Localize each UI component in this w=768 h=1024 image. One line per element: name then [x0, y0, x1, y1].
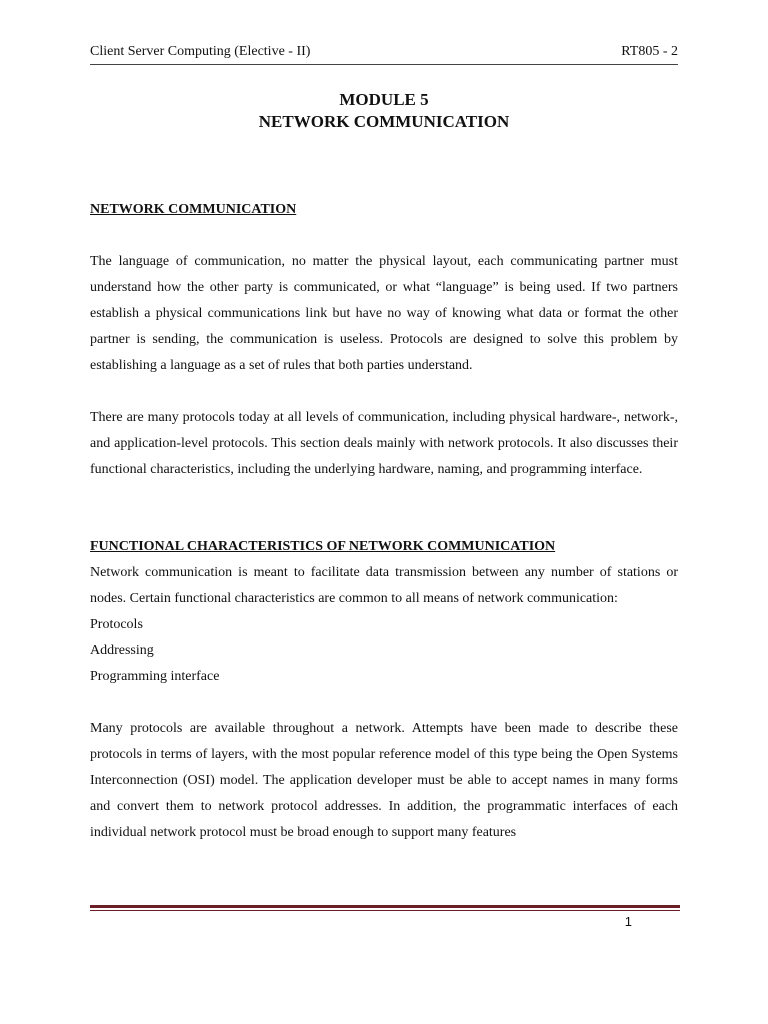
section-functional-characteristics: [90, 534, 678, 846]
running-header: [90, 44, 678, 65]
list-item: Addressing: [90, 643, 154, 658]
section-heading: FUNCTIONAL CHARACTERISTICS OF NETWORK COMMUNICATION: [90, 539, 556, 554]
list-item: Protocols: [90, 617, 143, 632]
section-network-communication: [90, 197, 678, 483]
paragraph: The language of communication, no matter the physical layout, each communicating partner must understand how the other party is communicated, or what “language” is being used. If two partners establish a physical communications link but have no way of knowing what data or format the other partner is sending, the communication is useless. Protocols are designed to solve this problem by establishing a language as a set of rules that both parties understand.: [90, 254, 678, 373]
header-course-title: Client Server Computing (Elective - II): [90, 44, 311, 59]
module-name: NETWORK COMMUNICATION: [258, 112, 510, 131]
module-number: MODULE 5: [339, 90, 429, 109]
header-course-code: RT805 - 2: [621, 44, 678, 59]
list-item: Programming interface: [90, 669, 220, 684]
page-number: 1: [624, 914, 632, 929]
paragraph: There are many protocols today at all levels of communication, including physical hardware-, network-, and application-level protocols. This section deals mainly with network protocols. It also discusses their functional characteristics, including the underlying hardware, naming, and programming interface.: [90, 410, 678, 477]
section-heading: NETWORK COMMUNICATION: [90, 202, 297, 217]
paragraph: Network communication is meant to facilitate data transmission between any number of stations or nodes. Certain functional characteristics are common to all means of network communication:: [90, 565, 678, 606]
paragraph: Many protocols are available throughout a network. Attempts have been made to describe these protocols in terms of layers, with the most popular reference model of this type being the Open Systems Interconnection (OSI) model. The application developer must be able to accept names in many forms and convert them to network protocol addresses. In addition, the programmatic interfaces of each individual network protocol must be broad enough to support many features: [90, 721, 678, 840]
footer-divider: [90, 905, 680, 911]
module-title: [0, 89, 768, 133]
